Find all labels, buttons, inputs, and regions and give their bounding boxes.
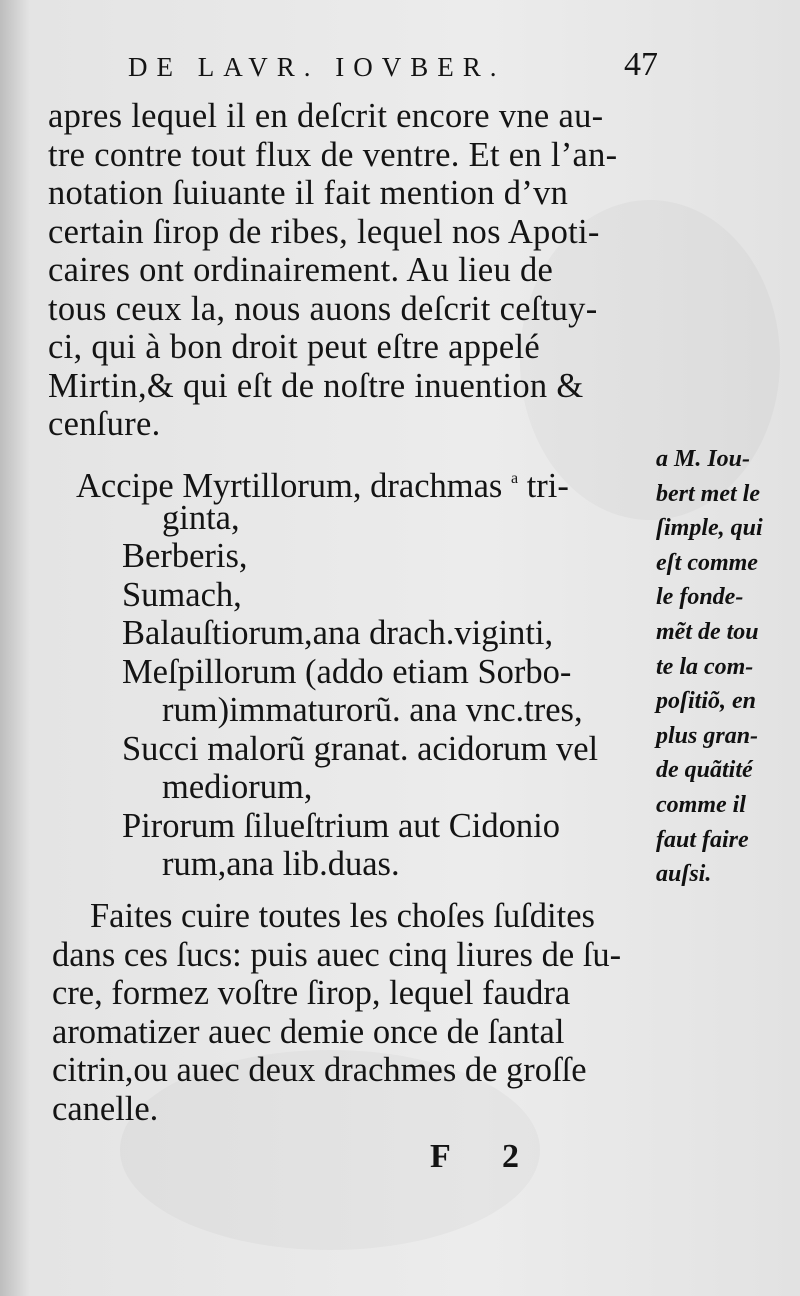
recipe-line: ginta, [162,498,240,537]
paragraph-1 [48,97,650,444]
text-line: cenſure. [48,405,161,443]
paragraph-2 [52,897,662,1128]
text-line: tous ceux la, nous auons deſcrit ceſtuy- [48,289,598,328]
margin-line: eſt comme [656,549,758,576]
recipe-line: Pirorum ſilueſtrium aut Cidonio [122,806,560,845]
margin-line: auſsi. [656,861,712,888]
margin-line: le fonde- [656,584,744,611]
margin-line: a M. Iou- [656,446,751,472]
recipe-line: rum)immaturorũ. ana vnc.tres, [162,691,583,729]
text-line: apres lequel il en deſcrit encore vne au- [48,97,604,135]
margin-line: plus gran- [656,722,759,749]
recipe-block [48,460,648,884]
running-header [128,46,658,96]
recipe-line: Berberis, [122,537,248,575]
text-line: notation ſuiuante il fait mention d’vn [48,174,569,212]
recipe-line: Succi malorũ granat. acidorum vel [122,729,599,768]
margin-line: comme il [656,791,746,818]
recipe-line: Balauſtiorum,ana drach.viginti, [122,614,554,652]
recipe-text: Accipe Myrtillorum, drachmas [76,467,503,505]
signature-mark: F 2 [430,1138,542,1175]
margin-line: mẽt de tou [656,618,759,645]
recipe-line: rum,ana lib.duas. [162,845,400,883]
margin-note [656,442,796,892]
margin-line: te la com- [656,653,754,680]
text-line: cre, formez voſtre ſirop, lequel faudra [52,974,571,1012]
text-line: citrin,ou auec deux drachmes de groſſe [52,1051,587,1089]
running-title: DE LAVR. IOVBER. [128,52,506,82]
margin-line: faut faire [656,826,749,853]
text-line: aromatizer auec demie once de ſantal [52,1012,565,1051]
text-line: caires ont ordinairement. Au lieu de [48,251,554,289]
text-line: tre contre tout flux de ventre. Et en l’an- [48,135,618,174]
margin-line: de quãtité [656,757,753,784]
margin-line: poſitiõ, en [656,688,756,715]
recipe-line [48,460,648,505]
text-line: canelle. [52,1089,159,1128]
text-line: ci, qui à bon droit peut eſtre appelé [48,328,541,366]
recipe-line: mediorum, [162,768,313,806]
text-line: certain ſirop de ribes, lequel nos Apoti- [48,212,600,251]
recipe-text: tri- [526,467,569,505]
margin-line: ſimple, qui [656,515,763,542]
page-number: 47 [624,46,658,83]
margin-line: bert met le [656,480,760,507]
text-line: Faites cuire toutes les choſes ſuſdites [90,897,595,935]
text-line: Mirtin,& qui eſt de noſtre inuention & [48,366,584,405]
footnote-marker: a [510,470,519,487]
recipe-line: Sumach, [122,575,242,614]
recipe-line: Meſpillorum (addo etiam Sorbo- [122,652,572,691]
text-line: dans ces ſucs: puis auec cinq liures de ſu- [52,935,622,974]
